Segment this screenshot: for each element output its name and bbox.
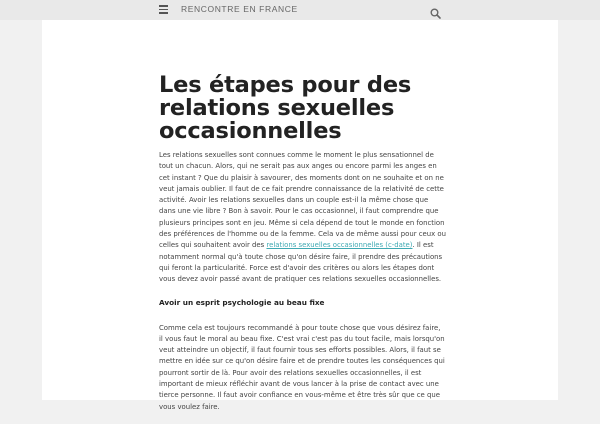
article-paragraph: Comme cela est toujours recommandé à pour toute chose que vous désirez faire, il vous faut le moral au beau fixe. C'est vrai c'est pas du tout facile, mais lorsqu'on veut atteindre un objectif, il faut fournir tous ses efforts possibles. Alors, il faut se mettre en idée sur ce qu'on désire faire et de prendre toutes les conséquences qui pourront sortir de là. Pour avoir des relations sexuelles occasionnelles, il est important de mieux réfléchir avant de vous lancer à la prise de contact avec une tierce personne. Il faut avoir confiance en vous-même et être très sûr que ce que vous voulez faire.	[159, 323, 445, 411]
search-icon[interactable]	[430, 4, 441, 15]
top-navigation-bar	[0, 0, 600, 20]
site-title-link[interactable]: RENCONTRE EN FRANCE	[181, 4, 298, 14]
paragraph-text: . Il est notamment normal qu'à toute chose qu'on désire faire, il prendre des précautions qui feront la particularité. Force est d'avoir des critères ou alors les étapes dont vous devez avoir passé avant de pratiquer ces relations sexuelles occasionnelles.	[159, 241, 443, 284]
article-title: Les étapes pour des relations sexuelles occasionnelles	[159, 72, 412, 144]
hamburger-menu-icon[interactable]	[159, 5, 168, 14]
article-body	[159, 150, 446, 424]
paragraph-text: Les relations sexuelles sont connues comme le moment le plus sensationnel de tout un chacun. Alors, qui ne serait pas aux anges ou encore parmi les anges en cet instant ? Que du plaisir à savourer, des moments dont on ne souhaite et on ne veut jamais oublier. Il faut de ce fait prendre connaissance de la relativité de cette activité. Avoir les relations sexuelles dans un couple est-il la même chose que dans une vie libre ? Bon à savoir. Pour le cas occasionnel, il faut comprendre que plusieurs principes sont en jeu. Même si cela dépend de tout le monde en fonction des préférences de l'homme ou de la femme. Cela va de même aussi pour ceux ou celles qui souhaitent avoir des	[159, 151, 446, 250]
article-subheading: Avoir un esprit psychologie au beau fixe	[159, 297, 325, 307]
article-paragraph	[159, 150, 446, 286]
article-link[interactable]: relations sexuelles occasionnelles (c-date)	[266, 241, 413, 250]
